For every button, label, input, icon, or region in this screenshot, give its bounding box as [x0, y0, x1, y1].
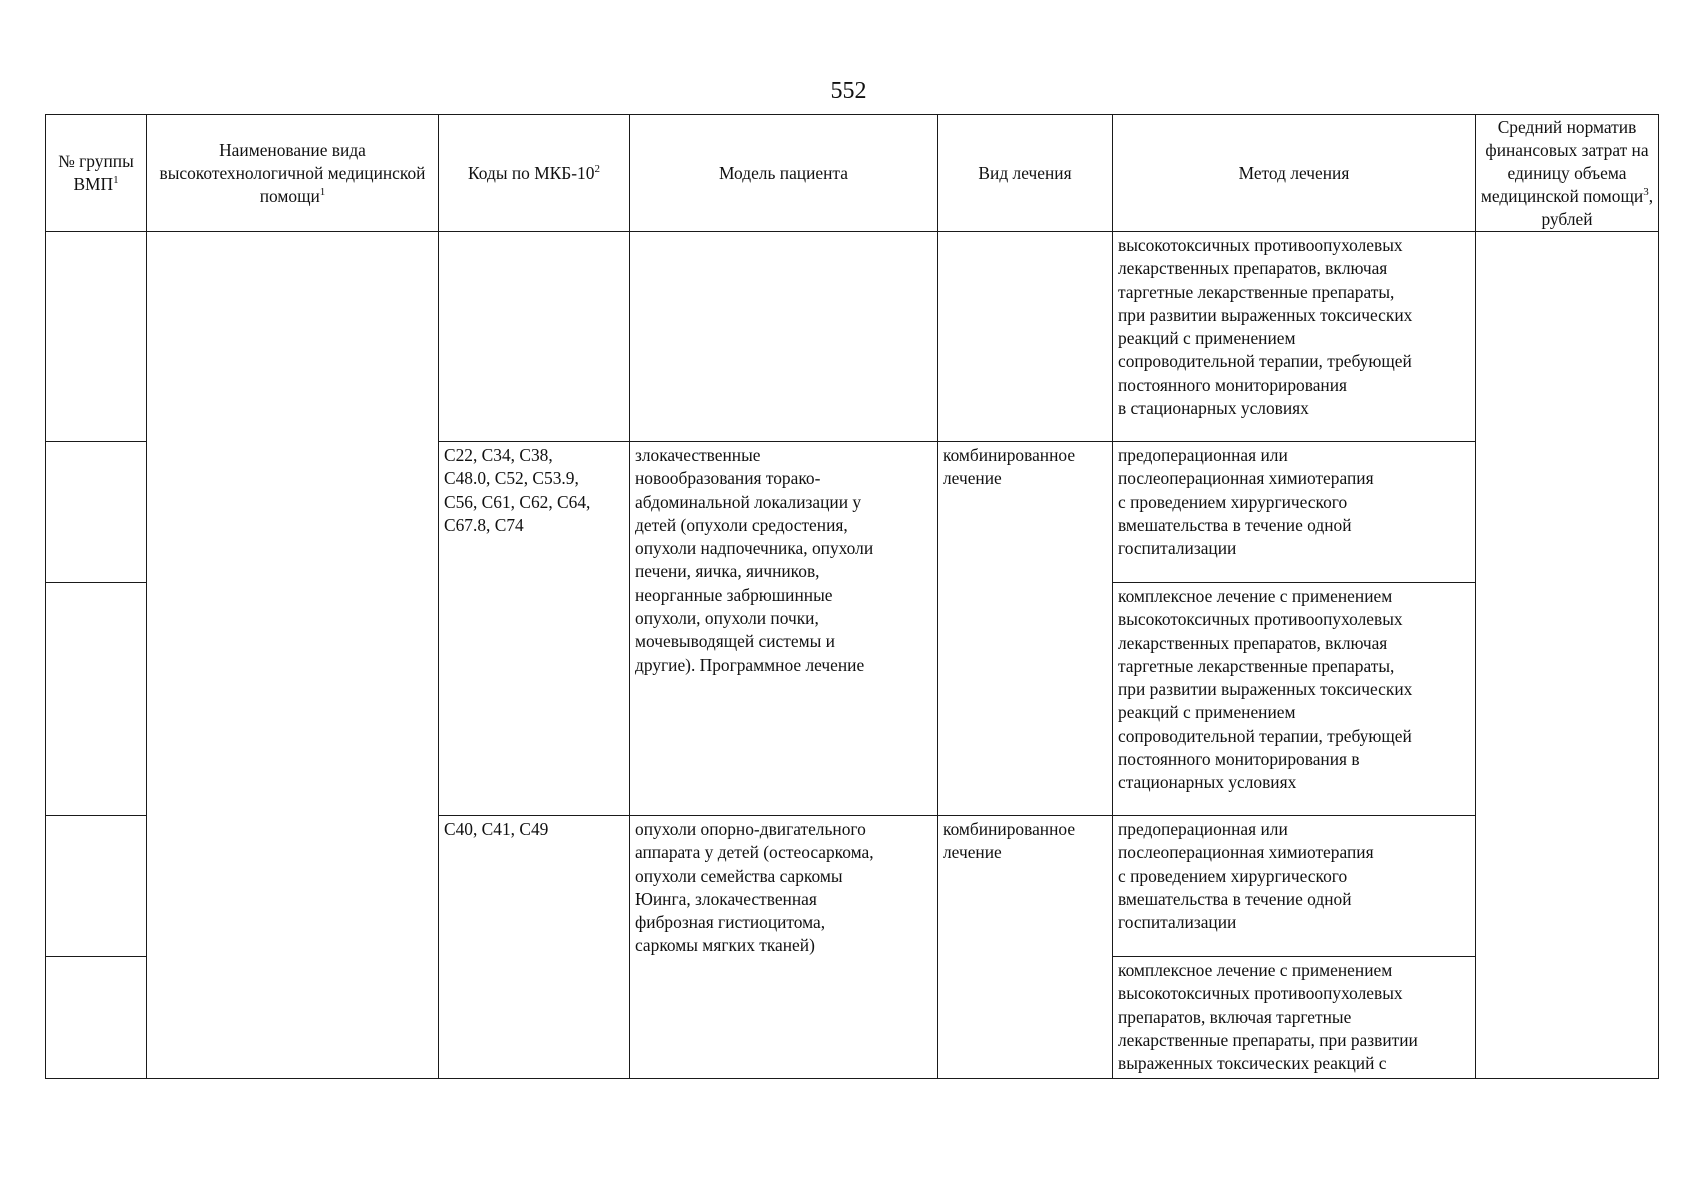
- header-codes: Коды по МКБ-$10^2$: [439, 115, 630, 232]
- vmp-table: [45, 114, 1659, 1079]
- codes-cell: C40, C41, C49: [439, 816, 630, 1079]
- group-cell: [46, 583, 147, 816]
- header-group: № группы ВМП$^1$: [46, 115, 147, 232]
- group-cell: [46, 442, 147, 583]
- table-row: [46, 232, 1659, 442]
- method-cell: предоперационная или послеоперационная химиотерапия с проведением хирургического вмешательства в течение одной госпитализации: [1113, 816, 1476, 957]
- header-type: Вид лечения: [938, 115, 1113, 232]
- method-cell: комплексное лечение с применением высокотоксичных противоопухолевых препаратов, включая таргетные лекарственные препараты, при развитии выраженных токсических реакций с: [1113, 957, 1476, 1079]
- model-cell: опухоли опорно-двигательного аппарата у детей (остеосаркома, опухоли семейства саркомы Юинга, злокачественная фиброзная гистиоцитома, саркомы мягких тканей): [630, 816, 938, 1079]
- method-cell: предоперационная или послеоперационная химиотерапия с проведением хирургического вмешательства в течение одной госпитализации: [1113, 442, 1476, 583]
- name-cell: [147, 232, 439, 1079]
- codes-cell: C22, C34, C38, C48.0, C52, C53.9, C56, C61, C62, C64, C67.8, C74: [439, 442, 630, 816]
- type-cell: [938, 232, 1113, 442]
- header-method: Метод лечения: [1113, 115, 1476, 232]
- model-cell: злокачественные новообразования торако- абдоминальной локализации у детей (опухоли средостения, опухоли надпочечника, опухоли печени, яичка, яичников, неорганные забрюшинные опухоли, опухоли почки, мочевыводящей системы и другие). Программное лечение: [630, 442, 938, 816]
- header-model: Модель пациента: [630, 115, 938, 232]
- codes-cell: [439, 232, 630, 442]
- header-name: Наименование вида высокотехнологичной медицинской помощи$^1$: [147, 115, 439, 232]
- group-cell: [46, 957, 147, 1079]
- type-cell: комбинированное лечение: [938, 442, 1113, 816]
- model-cell: [630, 232, 938, 442]
- header-cost: Средний норматив финансовых затрат на единицу объема медицинской помощи$^3$, рублей: [1476, 115, 1659, 232]
- table-header: [46, 115, 1659, 232]
- group-cell: [46, 232, 147, 442]
- method-cell: комплексное лечение с применением высокотоксичных противоопухолевых лекарственных препаратов, включая таргетные лекарственные препараты, при развитии выраженных токсических реакций с применением сопроводительной терапии, требующей постоянного мониторирования в стационарных условиях: [1113, 583, 1476, 816]
- method-cell: высокотоксичных противоопухолевых лекарственных препаратов, включая таргетные лекарственные препараты, при развитии выраженных токсических реакций с применением сопроводительной терапии, требующей постоянного мониторирования в стационарных условиях: [1113, 232, 1476, 442]
- group-cell: [46, 816, 147, 957]
- type-cell: комбинированное лечение: [938, 816, 1113, 1079]
- cost-cell: [1476, 232, 1659, 1079]
- page-number: 552: [830, 78, 867, 104]
